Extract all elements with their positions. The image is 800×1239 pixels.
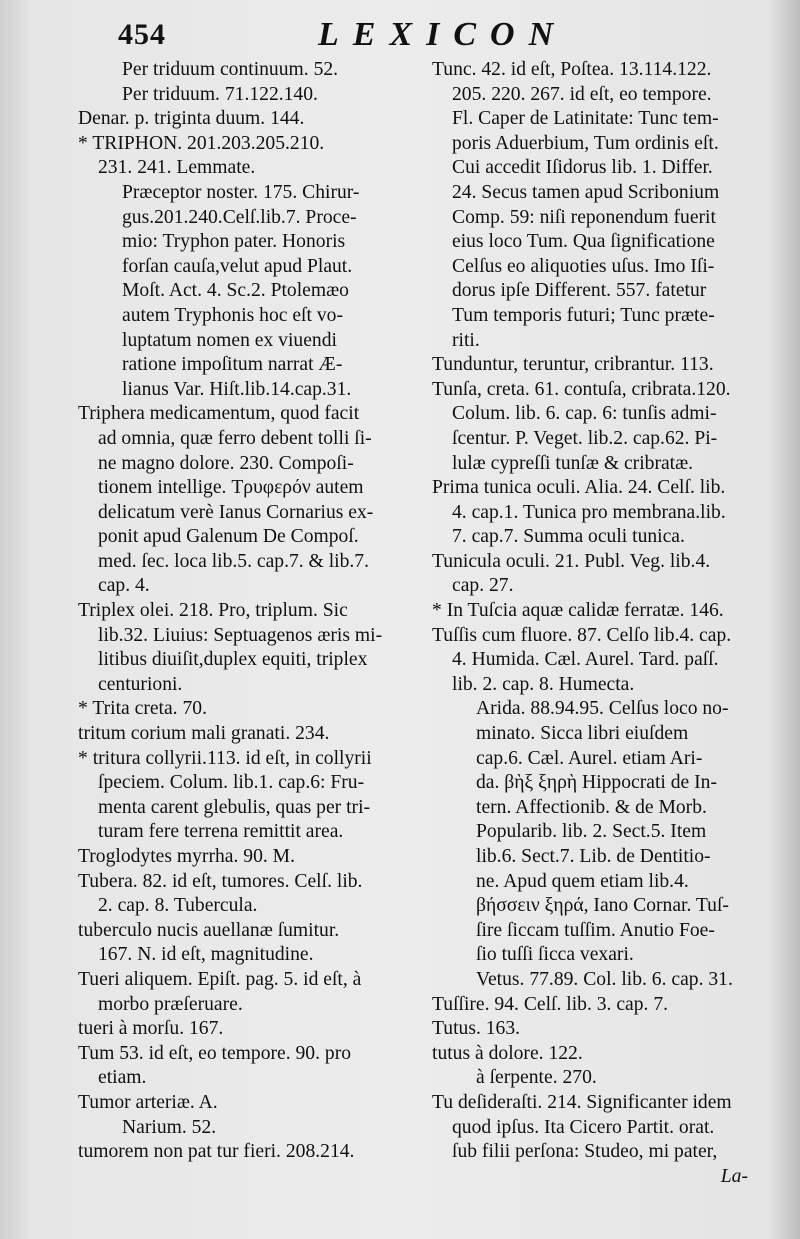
text-line: Tum 53. id eſt, eo tempore. 90. pro <box>78 1042 352 1064</box>
text-line: luptatum nomen ex viuendi <box>122 329 337 351</box>
text-line: lib.6. Sect.7. Lib. de Dentitio- <box>476 846 711 867</box>
text-line: lib.32. Liuius: Septuagenos æris mi- <box>98 624 383 646</box>
text-line: centurioni. <box>98 673 183 695</box>
text-line: * In Tuſcia aquæ calidæ ferratæ. 146. <box>432 600 724 622</box>
text-line: lulæ cypreſſi tunſæ & cribratæ. <box>452 452 694 474</box>
text-line: etiam. <box>98 1067 147 1089</box>
text-line: * tritura collyrii.113. id eſt, in collyrii <box>78 747 372 769</box>
text-line: * TRIPHON. 201.203.205.210. <box>78 132 325 154</box>
left-column <box>78 58 424 1165</box>
text-line: Tubera. 82. id eſt, tumores. Celſ. lib. <box>78 870 363 892</box>
text-line: 231. 241. Lemmate. <box>98 157 256 179</box>
text-line: Per triduum. 71.122.140. <box>122 83 318 105</box>
text-line: tritum corium mali granati. 234. <box>78 723 330 745</box>
text-line: 167. N. id eſt, magnitudine. <box>98 944 314 966</box>
text-line: Triphera medicamentum, quod facit <box>78 403 360 425</box>
text-line: ſcentur. P. Veget. lib.2. cap.62. Pi- <box>452 427 718 449</box>
text-line: Comp. 59: niſi reponendum fuerit <box>452 206 716 228</box>
text-line: 205. 220. 267. id eſt, eo tempore. <box>452 83 712 105</box>
text-line: Prima tunica oculi. Alia. 24. Celſ. lib. <box>432 477 726 499</box>
text-line: ſpeciem. Colum. lib.1. cap.6: Fru- <box>98 772 365 794</box>
text-line: lib. 2. cap. 8. Humecta. <box>452 673 635 695</box>
text-line: 4. cap.1. Tunica pro membrana.lib. <box>452 501 726 523</box>
text-line: cap.6. Cæl. Aurel. etiam Ari- <box>476 747 703 769</box>
text-line: Popularib. lib. 2. Sect.5. Item <box>476 821 707 843</box>
text-line: ratione impoſitum narrat Æ- <box>122 354 343 376</box>
text-line: Tunſa, creta. 61. contuſa, cribrata.120. <box>432 378 731 400</box>
text-line: Tuſſire. 94. Celſ. lib. 3. cap. 7. <box>432 993 669 1015</box>
text-line: ſio tuſſi ſicca vexari. <box>476 944 634 966</box>
text-line: autem Tryphonis hoc eſt vo- <box>122 304 343 326</box>
text-line: Tutus. 163. <box>432 1018 521 1040</box>
text-line: Denar. p. triginta duum. 144. <box>78 108 305 130</box>
text-line: tern. Affectionib. & de Morb. <box>476 796 707 818</box>
text-line: βήσσειν ξηρά, Iano Cornar. Tuſ- <box>476 895 729 917</box>
text-line: Tumor arteriæ. A. <box>78 1091 218 1113</box>
text-line: morbo præſeruare. <box>98 993 243 1015</box>
text-line: La- <box>720 1165 748 1187</box>
text-line: poris Aduerbium, Tum ordinis eſt. <box>452 132 719 154</box>
text-line: da. βὴξ ξηρὴ Hippocrati de In- <box>476 772 717 794</box>
text-line: tumorem non pat tur fieri. 208.214. <box>78 1141 355 1163</box>
text-line: mio: Tryphon pater. Honoris <box>122 231 346 253</box>
text-line: 2. cap. 8. Tubercula. <box>98 895 258 917</box>
text-line: turam fere terrena remittit area. <box>98 821 344 843</box>
text-line: Troglodytes myrrha. 90. M. <box>78 846 295 867</box>
text-line: tutus à dolore. 122. <box>432 1042 583 1064</box>
running-head: LEXICON <box>318 16 568 53</box>
text-line: eius loco Tum. Qua ſignificatione <box>452 231 715 253</box>
text-line: forſan cauſa,velut apud Plaut. <box>122 255 353 277</box>
text-line: ne magno dolore. 230. Compoſi- <box>98 452 354 474</box>
text-line: Fl. Caper de Latinitate: Tunc tem- <box>452 108 719 130</box>
text-line: litibus diuiſit,duplex equiti, triplex <box>98 649 368 671</box>
text-line: dorus ipſe Different. 557. fatetur <box>452 280 707 302</box>
text-line: 4. Humida. Cæl. Aurel. Tard. paſſ. <box>452 649 719 671</box>
text-line: Vetus. 77.89. Col. lib. 6. cap. 31. <box>476 968 733 990</box>
text-line: Tunicula oculi. 21. Publ. Veg. lib.4. <box>432 550 711 572</box>
text-line: Per triduum continuum. 52. <box>122 59 339 80</box>
text-line: tuberculo nucis auellanæ ſumitur. <box>78 919 340 941</box>
text-line: tionem intellige. Τρυφερόν autem <box>98 477 364 499</box>
text-line: ſub filii perſona: Studeo, mi pater, <box>452 1141 718 1163</box>
text-line: Triplex olei. 218. Pro, triplum. Sic <box>78 600 348 622</box>
text-line: ne. Apud quem etiam lib.4. <box>476 870 689 892</box>
text-line: Narium. 52. <box>122 1116 217 1138</box>
text-line: gus.201.240.Celſ.lib.7. Proce- <box>122 206 357 228</box>
text-line: Celſus eo aliquoties uſus. Imo Iſi- <box>452 255 715 277</box>
text-line: minato. Sicca libri eiuſdem <box>476 723 689 745</box>
text-line: Colum. lib. 6. cap. 6: tunſis admi- <box>452 403 717 425</box>
text-line: Tu deſideraſti. 214. Significanter idem <box>432 1091 732 1113</box>
text-line: Arida. 88.94.95. Celſus loco no- <box>476 698 729 720</box>
text-line: à ſerpente. 270. <box>476 1067 597 1089</box>
text-line: riti. <box>452 329 480 351</box>
text-line: Moſt. Act. 4. Sc.2. Ptolemæo <box>122 280 349 302</box>
text-line: Cui accedit Iſidorus lib. 1. Differ. <box>452 157 713 179</box>
text-line: Præceptor noster. 175. Chirur- <box>122 181 360 203</box>
text-line: med. ſec. loca lib.5. cap.7. & lib.7. <box>98 550 369 572</box>
text-line: 24. Secus tamen apud Scribonium <box>452 181 720 203</box>
text-line: Tunduntur, teruntur, cribrantur. 113. <box>432 354 714 376</box>
text-line: cap. 4. <box>98 575 150 597</box>
text-line: cap. 27. <box>452 575 514 597</box>
text-line: quod ipſus. Ita Cicero Partit. orat. <box>452 1116 715 1138</box>
right-column <box>432 58 776 1189</box>
text-line: Tunc. 42. id eſt, Poſtea. 13.114.122. <box>432 59 712 80</box>
text-line: ad omnia, quæ ferro debent tolli ſi- <box>98 427 372 449</box>
text-line: 7. cap.7. Summa oculi tunica. <box>452 526 685 548</box>
page-header <box>118 12 678 56</box>
text-line: delicatum verè Ianus Cornarius ex- <box>98 501 374 523</box>
text-line: ſire ſiccam tuſſim. Anutio Foe- <box>476 919 715 941</box>
text-line: lianus Var. Hiſt.lib.14.cap.31. <box>122 378 352 400</box>
text-line: ponit apud Galenum De Compoſ. <box>98 526 359 548</box>
text-line: tueri à morſu. 167. <box>78 1018 224 1040</box>
text-line: Tum temporis futuri; Tunc præte- <box>452 304 715 326</box>
text-line: * Trita creta. 70. <box>78 698 207 720</box>
page-number: 454 <box>118 18 166 51</box>
text-line: Tueri aliquem. Epiſt. pag. 5. id eſt, à <box>78 968 362 990</box>
text-line: Tuſſis cum fluore. 87. Celſo lib.4. cap. <box>432 624 732 646</box>
text-line: menta carent glebulis, quas per tri- <box>98 796 371 818</box>
